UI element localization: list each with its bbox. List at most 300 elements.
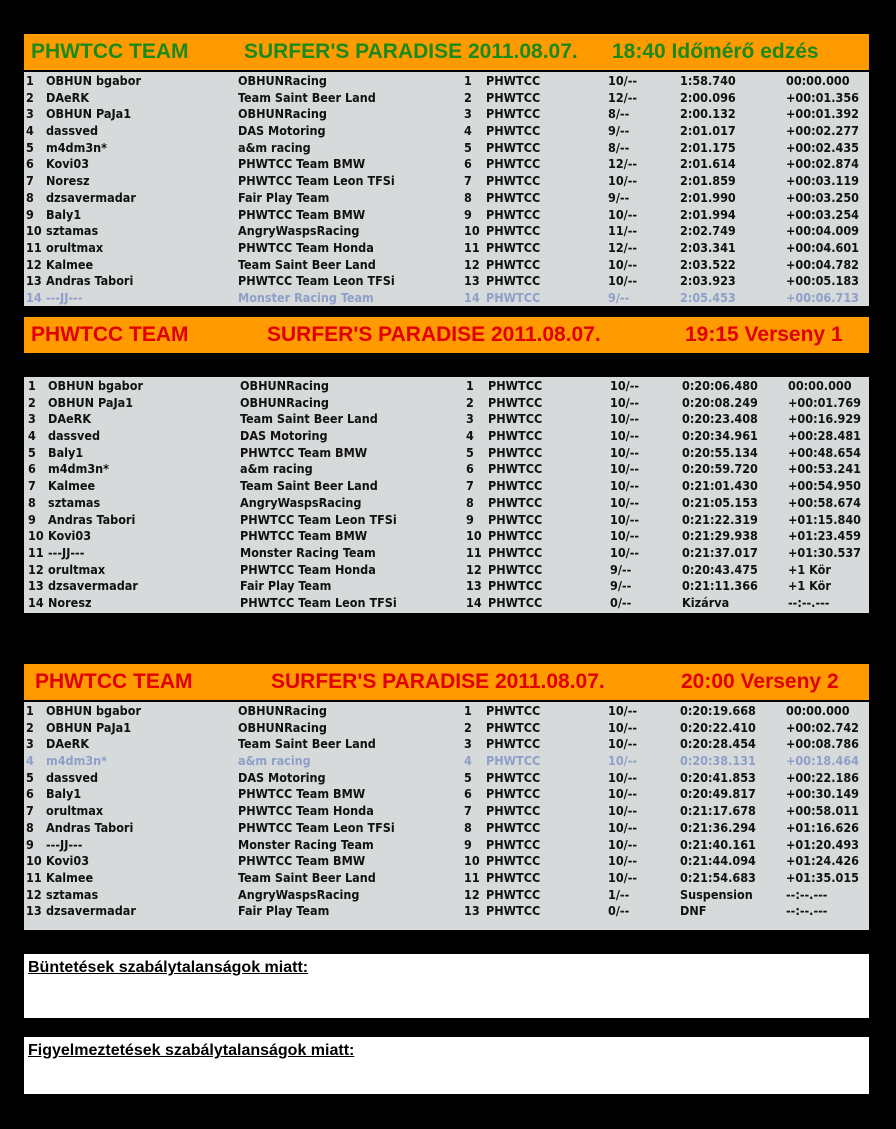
cell-laps: 9/-- (608, 289, 630, 305)
cell-driver: orultmax (46, 239, 104, 255)
cell-position: 12 (26, 256, 42, 272)
cell-time: 0:20:49.817 (680, 786, 756, 802)
table-row (24, 394, 869, 411)
cell-gap: +00:18.464 (786, 753, 859, 769)
cell-team: AngryWaspsRacing (240, 494, 362, 510)
table-row (24, 836, 869, 853)
cell-time: 0:20:23.408 (682, 411, 758, 427)
cell-car-number: 14 (464, 289, 480, 305)
cell-team: AngryWaspsRacing (238, 886, 360, 902)
cell-position: 10 (26, 853, 42, 869)
cell-driver: dzsavermadar (48, 578, 138, 594)
cell-gap: 00:00.000 (788, 378, 852, 393)
results-table (24, 377, 869, 613)
cell-class: PHWTCC (486, 736, 541, 752)
cell-laps: 10/-- (608, 206, 638, 222)
cell-driver: m4dm3n* (48, 461, 110, 477)
table-row (24, 785, 869, 802)
cell-driver: Kovi03 (46, 853, 90, 869)
cell-driver: Andras Tabori (46, 273, 134, 289)
cell-class: PHWTCC (486, 123, 541, 139)
cell-car-number: 2 (464, 89, 472, 105)
table-row (24, 105, 869, 122)
cell-laps: 9/-- (610, 578, 632, 594)
cell-laps: 10/-- (610, 444, 640, 460)
cell-time: 2:03.923 (680, 273, 736, 289)
header-event: SURFER'S PARADISE 2011.08.07. (244, 40, 578, 63)
table-row (24, 377, 869, 394)
cell-position: 7 (26, 173, 34, 189)
cell-car-number: 8 (466, 494, 474, 510)
cell-car-number: 10 (466, 528, 482, 544)
cell-laps: 10/-- (610, 511, 640, 527)
table-row (24, 802, 869, 819)
table-row (24, 869, 869, 886)
cell-class: PHWTCC (486, 106, 541, 122)
cell-position: 10 (28, 528, 44, 544)
table-row (24, 852, 869, 869)
cell-gap: --:--.--- (786, 903, 828, 919)
cell-position: 5 (26, 769, 34, 785)
cell-laps: 12/-- (608, 239, 638, 255)
cell-gap: +00:05.183 (786, 273, 859, 289)
cell-car-number: 1 (464, 73, 472, 88)
cell-car-number: 9 (464, 836, 472, 852)
cell-time: Kizárva (682, 594, 730, 610)
cell-car-number: 3 (464, 736, 472, 752)
cell-car-number: 11 (464, 239, 480, 255)
cell-laps: 10/-- (610, 378, 640, 393)
cell-position: 13 (26, 273, 42, 289)
cell-car-number: 3 (464, 106, 472, 122)
cell-car-number: 5 (466, 444, 474, 460)
cell-gap: +00:02.277 (786, 123, 859, 139)
cell-position: 11 (28, 544, 44, 560)
cell-driver: ---JJ--- (46, 289, 83, 305)
cell-time: 2:01.994 (680, 206, 736, 222)
session-header (24, 317, 869, 353)
table-row (24, 561, 869, 578)
cell-team: OBHUNRacing (238, 719, 327, 735)
cell-driver: OBHUN PaJa1 (46, 719, 132, 735)
cell-laps: 9/-- (608, 123, 630, 139)
cell-team: OBHUNRacing (240, 378, 329, 393)
cell-class: PHWTCC (488, 528, 543, 544)
cell-gap: +01:35.015 (786, 869, 859, 885)
cell-car-number: 8 (464, 189, 472, 205)
cell-laps: 10/-- (610, 461, 640, 477)
cell-class: PHWTCC (486, 289, 541, 305)
cell-team: AngryWaspsRacing (238, 223, 360, 239)
cell-position: 5 (28, 444, 36, 460)
table-row (24, 172, 869, 189)
table-row (24, 769, 869, 786)
table-row (24, 222, 869, 239)
cell-time: 0:20:08.249 (682, 394, 758, 410)
cell-time: 0:21:44.094 (680, 853, 756, 869)
cell-time: 0:21:40.161 (680, 836, 756, 852)
cell-team: OBHUNRacing (238, 73, 327, 88)
cell-class: PHWTCC (486, 206, 541, 222)
cell-time: 2:01.859 (680, 173, 736, 189)
cell-car-number: 12 (464, 886, 480, 902)
cell-gap: +1 Kör (788, 578, 831, 594)
cell-class: PHWTCC (488, 428, 543, 444)
cell-car-number: 9 (466, 511, 474, 527)
cell-team: PHWTCC Team BMW (240, 444, 368, 460)
cell-class: PHWTCC (486, 853, 541, 869)
header-team: PHWTCC TEAM (31, 40, 189, 63)
cell-driver: Andras Tabori (48, 511, 136, 527)
cell-laps: 0/-- (610, 594, 632, 610)
cell-class: PHWTCC (488, 494, 543, 510)
cell-driver: OBHUN bgabor (46, 703, 142, 718)
cell-position: 12 (28, 561, 44, 577)
table-row (24, 577, 869, 594)
table-row (24, 289, 869, 306)
cell-car-number: 5 (464, 139, 472, 155)
cell-driver: OBHUN PaJa1 (48, 394, 134, 410)
cell-position: 14 (28, 594, 44, 610)
table-row (24, 527, 869, 544)
cell-laps: 0/-- (608, 903, 630, 919)
cell-time: 2:01.990 (680, 189, 736, 205)
cell-gap: +00:04.782 (786, 256, 859, 272)
cell-laps: 10/-- (608, 836, 638, 852)
cell-car-number: 7 (464, 173, 472, 189)
cell-time: 0:21:37.017 (682, 544, 758, 560)
cell-time: DNF (680, 903, 707, 919)
cell-gap: +00:16.929 (788, 411, 861, 427)
cell-position: 11 (26, 239, 42, 255)
results-table (24, 72, 869, 306)
cell-position: 1 (26, 73, 34, 88)
cell-position: 3 (26, 736, 34, 752)
cell-team: Team Saint Beer Land (240, 411, 378, 427)
cell-driver: m4dm3n* (46, 753, 108, 769)
warnings-label: Figyelmeztetések szabálytalanságok miatt: (28, 1042, 355, 1059)
table-row (24, 735, 869, 752)
cell-gap: +00:03.250 (786, 189, 859, 205)
cell-position: 13 (28, 578, 44, 594)
cell-team: a&m racing (240, 461, 313, 477)
cell-team: Monster Racing Team (240, 544, 376, 560)
table-row (24, 460, 869, 477)
cell-driver: orultmax (48, 561, 106, 577)
cell-team: OBHUNRacing (240, 394, 329, 410)
cell-team: DAS Motoring (238, 123, 326, 139)
cell-position: 4 (28, 428, 36, 444)
cell-team: Team Saint Beer Land (238, 256, 376, 272)
cell-driver: Kalmee (46, 869, 94, 885)
table-row (24, 902, 869, 919)
cell-car-number: 13 (464, 273, 480, 289)
cell-class: PHWTCC (488, 461, 543, 477)
cell-laps: 1/-- (608, 886, 630, 902)
cell-position: 1 (26, 703, 34, 718)
cell-position: 4 (26, 123, 34, 139)
cell-class: PHWTCC (488, 378, 543, 393)
table-row (24, 155, 869, 172)
cell-laps: 9/-- (610, 561, 632, 577)
cell-driver: OBHUN PaJa1 (46, 106, 132, 122)
cell-position: 10 (26, 223, 42, 239)
cell-team: PHWTCC Team Honda (240, 561, 376, 577)
table-row (24, 272, 869, 289)
cell-team: Team Saint Beer Land (238, 736, 376, 752)
cell-time: Suspension (680, 886, 753, 902)
cell-car-number: 2 (464, 719, 472, 735)
cell-driver: Baly1 (46, 786, 82, 802)
cell-class: PHWTCC (488, 444, 543, 460)
cell-gap: +00:28.481 (788, 428, 861, 444)
cell-laps: 10/-- (608, 73, 638, 88)
cell-driver: OBHUN bgabor (46, 73, 142, 88)
cell-laps: 10/-- (608, 853, 638, 869)
cell-team: PHWTCC Team Leon TFSi (238, 819, 395, 835)
cell-laps: 10/-- (608, 786, 638, 802)
header-team: PHWTCC TEAM (31, 323, 189, 346)
cell-laps: 10/-- (608, 803, 638, 819)
cell-gap: +00:22.186 (786, 769, 859, 785)
cell-time: 0:21:11.366 (682, 578, 758, 594)
cell-time: 0:21:29.938 (682, 528, 758, 544)
cell-laps: 10/-- (608, 753, 638, 769)
cell-gap: +01:20.493 (786, 836, 859, 852)
cell-position: 6 (28, 461, 36, 477)
cell-laps: 10/-- (610, 494, 640, 510)
cell-driver: OBHUN bgabor (48, 378, 144, 393)
cell-driver: dzsavermadar (46, 189, 136, 205)
cell-position: 6 (26, 156, 34, 172)
cell-gap: +01:23.459 (788, 528, 861, 544)
cell-gap: +00:58.011 (786, 803, 859, 819)
cell-car-number: 11 (466, 544, 482, 560)
cell-driver: Kalmee (46, 256, 94, 272)
header-team: PHWTCC TEAM (35, 670, 193, 693)
cell-gap: +00:58.674 (788, 494, 861, 510)
cell-laps: 10/-- (608, 869, 638, 885)
cell-team: Monster Racing Team (238, 289, 374, 305)
header-session: 18:40 Időmérő edzés (612, 40, 819, 63)
cell-car-number: 12 (466, 561, 482, 577)
cell-class: PHWTCC (486, 803, 541, 819)
cell-time: 0:20:41.853 (680, 769, 756, 785)
header-session: 19:15 Verseny 1 (685, 323, 843, 346)
cell-team: PHWTCC Team Leon TFSi (240, 594, 397, 610)
cell-laps: 10/-- (608, 736, 638, 752)
cell-laps: 10/-- (608, 769, 638, 785)
cell-laps: 11/-- (608, 223, 638, 239)
table-row (24, 886, 869, 903)
cell-time: 0:21:22.319 (682, 511, 758, 527)
cell-position: 4 (26, 753, 34, 769)
cell-time: 0:21:05.153 (682, 494, 758, 510)
cell-laps: 8/-- (608, 106, 630, 122)
header-session: 20:00 Verseny 2 (681, 670, 839, 693)
cell-car-number: 2 (466, 394, 474, 410)
cell-time: 0:20:43.475 (682, 561, 758, 577)
cell-laps: 10/-- (610, 478, 640, 494)
cell-position: 3 (28, 411, 36, 427)
cell-time: 0:21:17.678 (680, 803, 756, 819)
table-row (24, 511, 869, 528)
cell-class: PHWTCC (488, 561, 543, 577)
cell-class: PHWTCC (488, 511, 543, 527)
cell-gap: +00:01.769 (788, 394, 861, 410)
cell-time: 2:00.096 (680, 89, 736, 105)
cell-time: 0:21:01.430 (682, 478, 758, 494)
session-header (24, 664, 869, 700)
cell-time: 0:20:06.480 (682, 378, 758, 393)
cell-team: PHWTCC Team BMW (238, 156, 366, 172)
cell-time: 0:20:28.454 (680, 736, 756, 752)
cell-car-number: 10 (464, 223, 480, 239)
cell-laps: 12/-- (608, 89, 638, 105)
cell-time: 0:20:22.410 (680, 719, 756, 735)
cell-class: PHWTCC (486, 239, 541, 255)
cell-team: PHWTCC Team BMW (238, 786, 366, 802)
cell-position: 6 (26, 786, 34, 802)
cell-car-number: 6 (464, 786, 472, 802)
cell-team: Fair Play Team (238, 903, 330, 919)
cell-gap: +00:03.254 (786, 206, 859, 222)
table-row (24, 72, 869, 89)
cell-car-number: 6 (464, 156, 472, 172)
cell-driver: Kovi03 (48, 528, 92, 544)
cell-laps: 10/-- (608, 719, 638, 735)
cell-time: 0:21:36.294 (680, 819, 756, 835)
table-row (24, 819, 869, 836)
cell-team: PHWTCC Team Leon TFSi (238, 273, 395, 289)
cell-class: PHWTCC (488, 394, 543, 410)
table-row (24, 410, 869, 427)
cell-team: PHWTCC Team Leon TFSi (238, 173, 395, 189)
cell-team: DAS Motoring (238, 769, 326, 785)
penalties-label: Büntetések szabálytalanságok miatt: (28, 959, 309, 976)
cell-time: 2:01.614 (680, 156, 736, 172)
cell-time: 2:03.341 (680, 239, 736, 255)
cell-car-number: 4 (464, 753, 472, 769)
cell-class: PHWTCC (486, 836, 541, 852)
cell-time: 1:58.740 (680, 73, 736, 88)
cell-gap: 00:00.000 (786, 703, 850, 718)
cell-driver: Baly1 (46, 206, 82, 222)
table-row (24, 752, 869, 769)
cell-position: 9 (26, 206, 34, 222)
cell-position: 5 (26, 139, 34, 155)
cell-class: PHWTCC (486, 156, 541, 172)
cell-car-number: 11 (464, 869, 480, 885)
cell-time: 0:21:54.683 (680, 869, 756, 885)
cell-driver: dzsavermadar (46, 903, 136, 919)
table-row (24, 89, 869, 106)
cell-position: 11 (26, 869, 42, 885)
warnings-box (24, 1037, 869, 1094)
cell-team: PHWTCC Team Honda (238, 239, 374, 255)
cell-car-number: 6 (466, 461, 474, 477)
cell-time: 0:20:59.720 (682, 461, 758, 477)
cell-gap: +00:04.009 (786, 223, 859, 239)
cell-driver: Kalmee (48, 478, 96, 494)
cell-gap: +00:48.654 (788, 444, 861, 460)
cell-laps: 12/-- (608, 156, 638, 172)
cell-car-number: 4 (464, 123, 472, 139)
cell-car-number: 9 (464, 206, 472, 222)
table-row (24, 702, 869, 719)
cell-gap: 00:00.000 (786, 73, 850, 88)
cell-time: 0:20:38.131 (680, 753, 756, 769)
cell-class: PHWTCC (488, 478, 543, 494)
cell-team: Monster Racing Team (238, 836, 374, 852)
cell-class: PHWTCC (488, 578, 543, 594)
cell-car-number: 1 (466, 378, 474, 393)
cell-car-number: 1 (464, 703, 472, 718)
cell-time: 2:03.522 (680, 256, 736, 272)
cell-position: 2 (26, 719, 34, 735)
table-row (24, 544, 869, 561)
cell-car-number: 14 (466, 594, 482, 610)
header-event: SURFER'S PARADISE 2011.08.07. (271, 670, 605, 693)
cell-gap: +00:08.786 (786, 736, 859, 752)
cell-time: 2:00.132 (680, 106, 736, 122)
cell-gap: +00:54.950 (788, 478, 861, 494)
table-row (24, 444, 869, 461)
cell-car-number: 5 (464, 769, 472, 785)
cell-gap: +00:02.874 (786, 156, 859, 172)
cell-class: PHWTCC (486, 903, 541, 919)
penalties-box (24, 954, 869, 1018)
cell-driver: DAeRK (46, 89, 90, 105)
cell-time: 0:20:55.134 (682, 444, 758, 460)
cell-team: OBHUNRacing (238, 703, 327, 718)
cell-gap: +00:02.435 (786, 139, 859, 155)
cell-driver: sztamas (46, 223, 99, 239)
cell-team: OBHUNRacing (238, 106, 327, 122)
cell-car-number: 7 (464, 803, 472, 819)
cell-gap: +00:30.149 (786, 786, 859, 802)
cell-laps: 8/-- (608, 139, 630, 155)
cell-laps: 10/-- (608, 173, 638, 189)
cell-position: 1 (28, 378, 36, 393)
cell-time: 2:02.749 (680, 223, 736, 239)
cell-class: PHWTCC (486, 256, 541, 272)
cell-class: PHWTCC (486, 886, 541, 902)
cell-car-number: 12 (464, 256, 480, 272)
cell-gap: +00:06.713 (786, 289, 859, 305)
table-row (24, 239, 869, 256)
cell-team: Team Saint Beer Land (238, 869, 376, 885)
cell-position: 13 (26, 903, 42, 919)
cell-gap: +00:01.392 (786, 106, 859, 122)
cell-laps: 10/-- (610, 428, 640, 444)
cell-position: 8 (28, 494, 36, 510)
cell-class: PHWTCC (486, 189, 541, 205)
cell-gap: --:--.--- (788, 594, 830, 610)
cell-gap: +01:24.426 (786, 853, 859, 869)
cell-driver: DAeRK (46, 736, 90, 752)
cell-position: 7 (26, 803, 34, 819)
cell-position: 14 (26, 289, 42, 305)
cell-driver: sztamas (46, 886, 99, 902)
cell-laps: 10/-- (608, 819, 638, 835)
cell-team: DAS Motoring (240, 428, 328, 444)
table-row (24, 122, 869, 139)
cell-driver: ---JJ--- (46, 836, 83, 852)
cell-position: 9 (26, 836, 34, 852)
cell-gap: +01:30.537 (788, 544, 861, 560)
cell-class: PHWTCC (486, 703, 541, 718)
